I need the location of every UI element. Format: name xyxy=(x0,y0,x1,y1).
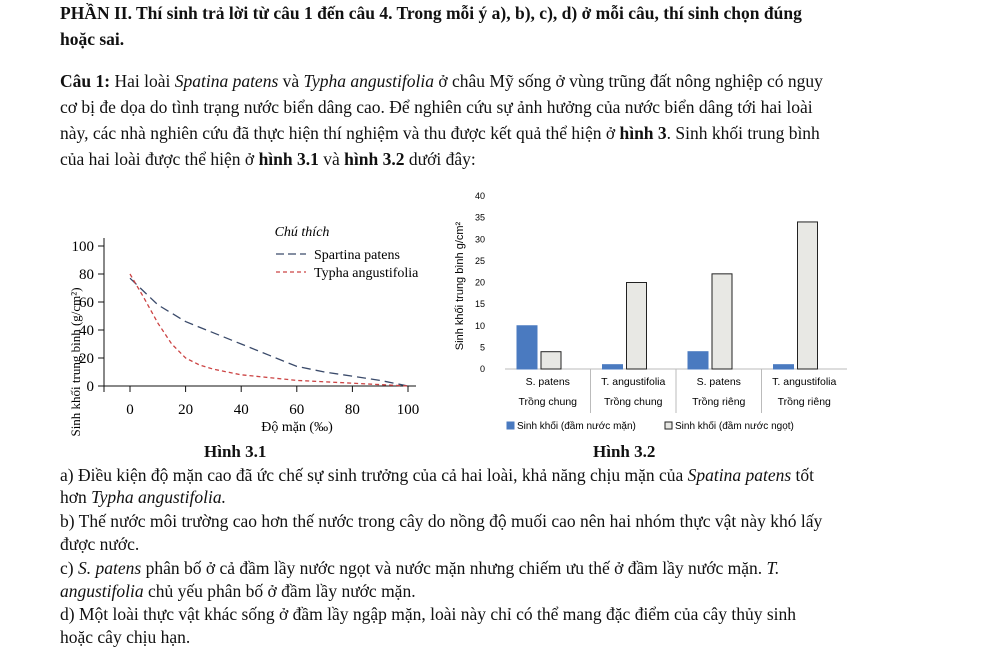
category-label: T. angustifolia xyxy=(601,376,666,388)
x-tick-label: 40 xyxy=(233,402,249,418)
question-1-line1 xyxy=(60,70,823,92)
x-tick-label: 80 xyxy=(344,402,360,418)
figure-ref: hình 3.2 xyxy=(344,149,405,169)
q1-text: . Sinh khối trung bình xyxy=(666,123,820,143)
figure-3-1-line-chart xyxy=(64,212,444,442)
legend-label-spartina: Spartina patens xyxy=(314,248,400,263)
sub-category-label: Trồng chung xyxy=(518,396,578,408)
species-name: Typha angustifolia. xyxy=(91,487,226,507)
category-label: S. patens xyxy=(696,376,741,388)
question-1-line4 xyxy=(60,148,476,170)
legend-label: Sinh khối (đầm nước ngọt) xyxy=(675,421,794,432)
sub-category-label: Trồng riêng xyxy=(777,396,831,408)
legend-label: Sinh khối (đầm nước mặn) xyxy=(517,421,636,432)
series-line-typha xyxy=(130,274,408,386)
bar-salt-marsh xyxy=(774,365,794,369)
legend-swatch xyxy=(507,422,514,429)
species-name: S. patens xyxy=(77,558,142,578)
q1-text: và xyxy=(278,71,304,91)
question-1-line3 xyxy=(60,122,820,144)
y-tick-label: 30 xyxy=(474,234,485,245)
x-tick-label: 0 xyxy=(126,402,134,418)
species-name: T. xyxy=(766,558,780,578)
section-heading-line2: hoặc sai. xyxy=(60,29,125,49)
y-tick-label: 40 xyxy=(79,323,94,339)
y-tick-label: 35 xyxy=(474,212,485,223)
y-tick-label: 20 xyxy=(474,277,485,288)
bar-salt-marsh xyxy=(603,365,623,369)
q1-text: dưới đây: xyxy=(404,149,476,169)
figure-3-1-caption: Hình 3.1 xyxy=(204,442,267,461)
option-text: a) Điều kiện độ mặn cao đã ức chế sự sinh trưởng của cả hai loài, khả năng chịu mặn của xyxy=(60,465,688,485)
x-axis-label: Độ mặn (‰) xyxy=(261,420,333,435)
figure-3-2-caption: Hình 3.2 xyxy=(593,442,656,461)
bar-freshwater-marsh xyxy=(798,222,818,369)
y-tick-label: 10 xyxy=(474,320,485,331)
x-tick-label: 100 xyxy=(396,402,420,418)
bar-freshwater-marsh xyxy=(627,283,647,370)
x-tick-label: 60 xyxy=(289,402,305,418)
option-b-line1: b) Thế nước môi trường cao hơn thế nước trong cây do nồng độ muối cao nên hai nhóm thực vật này khó lấy xyxy=(60,511,823,531)
y-tick-label: 20 xyxy=(79,351,94,367)
section-heading-line1: PHẦN II. Thí sinh trả lời từ câu 1 đến câu 4. Trong mỗi ý a), b), c), d) ở mỗi câu, thí sinh chọn đúng xyxy=(60,3,802,23)
legend-label-typha: Typha angustifolia xyxy=(314,266,419,281)
bar-freshwater-marsh xyxy=(712,274,732,369)
x-tick-label: 20 xyxy=(178,402,194,418)
legend-title: Chú thích xyxy=(274,225,330,240)
option-d-line1: d) Một loài thực vật khác sống ở đầm lầy ngập mặn, loài này chỉ có thể mang đặc điểm của cây thủy sinh xyxy=(60,604,797,624)
y-tick-label: 100 xyxy=(71,239,94,255)
y-tick-label: 5 xyxy=(479,342,485,353)
option-d-line2: hoặc cây chịu hạn. xyxy=(60,627,191,647)
bar-freshwater-marsh xyxy=(541,352,561,369)
species-name: Spatina patens xyxy=(687,465,792,485)
option-a-line2 xyxy=(60,486,226,508)
option-text: hơn xyxy=(60,487,92,507)
option-b-line2: được nước. xyxy=(60,534,140,554)
option-c-line1 xyxy=(60,557,779,579)
series-line-spartina xyxy=(130,278,408,386)
species-name: Typha angustifolia xyxy=(303,71,434,91)
y-axis-label: Sinh khối trung bình g/cm² xyxy=(454,221,466,351)
y-axis-label: Sinh khối trung bình (g/cm²) xyxy=(68,287,83,437)
q1-text: này, các nhà nghiên cứu đã thực hiện thí nghiệm và thu được kết quả thể hiện ở xyxy=(60,123,620,143)
species-name: Spatina patens xyxy=(174,71,279,91)
y-tick-label: 15 xyxy=(474,299,485,310)
y-tick-label: 0 xyxy=(86,379,94,395)
figure-ref: hình 3 xyxy=(619,123,667,143)
figure-3-2-bar-chart xyxy=(447,186,847,436)
bar-salt-marsh xyxy=(517,326,537,369)
option-text: phân bố ở cả đầm lầy nước ngọt và nước mặn nhưng chiếm ưu thế ở đầm lầy nước mặn. xyxy=(141,558,767,578)
figure-ref: hình 3.1 xyxy=(258,149,319,169)
y-tick-label: 80 xyxy=(79,267,94,283)
sub-category-label: Trồng chung xyxy=(603,396,663,408)
q1-text: và xyxy=(318,149,345,169)
legend-swatch xyxy=(665,422,672,429)
question-1-line2: cơ bị đe dọa do tình trạng nước biển dâng cao. Để nghiên cứu sự ảnh hưởng của nước biển dâng tới hai loài xyxy=(60,97,813,117)
y-tick-label: 40 xyxy=(474,191,485,201)
species-name: angustifolia xyxy=(60,581,144,601)
option-text: chủ yếu phân bố ở đầm lầy nước mặn. xyxy=(143,581,416,601)
y-tick-label: 0 xyxy=(479,364,485,374)
q1-text: ở châu Mỹ sống ở vùng trũng đất nông nghiệp có nguy xyxy=(434,71,823,91)
y-tick-label: 25 xyxy=(474,255,485,266)
y-tick-label: 60 xyxy=(79,295,94,311)
bar-salt-marsh xyxy=(688,352,708,369)
q1-text: Hai loài xyxy=(110,71,175,91)
category-label: S. patens xyxy=(525,376,570,388)
question-label: Câu 1: xyxy=(60,71,111,91)
q1-text: của hai loài được thể hiện ở xyxy=(60,149,259,169)
category-label: T. angustifolia xyxy=(772,376,837,388)
option-text: tốt xyxy=(791,465,815,485)
option-c-line2 xyxy=(60,580,416,602)
option-text: c) xyxy=(60,558,78,578)
sub-category-label: Trồng riêng xyxy=(692,396,746,408)
option-a-line1 xyxy=(60,464,814,486)
